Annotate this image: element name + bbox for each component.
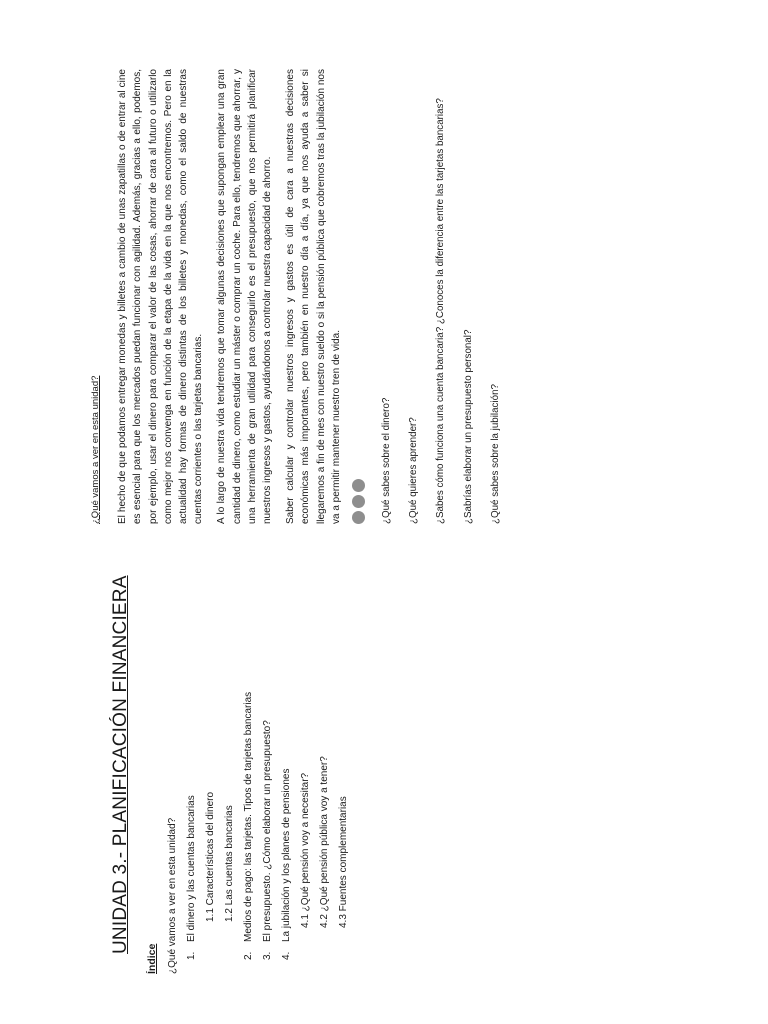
index-item-text: La jubilación y los planes de pensiones — [281, 768, 292, 942]
index-item-number: 1. — [186, 951, 197, 960]
index-item-text: El presupuesto. ¿Cómo elaborar un presupuesto? — [262, 720, 273, 942]
dot-icon — [352, 511, 365, 524]
index-item-text: 4.1 ¿Qué pensión voy a necesitar? — [300, 772, 311, 928]
question: ¿Qué sabes sobre la jubilación? — [489, 384, 501, 524]
question: ¿Qué sabes sobre el dinero? — [381, 397, 393, 524]
index-item-4-3 — [334, 554, 353, 974]
question: ¿Qué quieres aprender? — [408, 417, 420, 524]
unit-title: UNIDAD 3.- PLANIFICACIÓN FINANCIERA — [110, 575, 131, 954]
index-item-4-2 — [315, 554, 334, 974]
index-list — [163, 554, 353, 974]
index-item-number: 3. — [262, 951, 273, 960]
index-item-4-1 — [296, 554, 315, 974]
decorative-dots — [352, 69, 365, 524]
question: ¿Sabrías elaborar un presupuesto personal? — [462, 329, 474, 524]
question: ¿Sabes cómo funciona una cuenta bancaria? ¿Conoces la diferencia entre las tarjetas bancarias? — [435, 98, 447, 524]
index-item-1 — [182, 554, 201, 974]
index-item-4 — [277, 554, 296, 974]
dot-icon — [352, 495, 365, 508]
paragraph: Saber calcular y controlar nuestros ingresos y gastos es útil de cara a nuestras decisiones económicas más importantes, pero también en nuestro día a día, ya que nos ayuda a saber si llegaremos a fin de mes con nuestro sueldo o si la pensión pública que cobremos tras la jubilación nos va a permitir mantener nuestro tren de vida. — [285, 69, 342, 524]
content-column — [88, 69, 515, 524]
index-item-text: 4.3 Fuentes complementarias — [338, 796, 349, 928]
index-item-text: El dinero y las cuentas bancarias — [186, 795, 197, 942]
dot-icon — [352, 479, 365, 492]
index-item-intro — [163, 554, 182, 974]
paragraph: A lo largo de nuestra vida tendremos que tomar algunas decisiones que supongan emplear una gran cantidad de dinero, como estudiar un máster o comprar un coche. Para ello, tendremos que ahorrar, y una herramienta de gran utilidad para conseguirlo es el presupuesto, que nos permitirá planificar nuestros ingresos y gastos, ayudándonos a controlar nuestra capacidad de ahorro. — [216, 69, 274, 524]
index-item-text: 4.2 ¿Qué pensión pública voy a tener? — [319, 756, 330, 928]
index-item-text: 1.2 Las cuentas bancarias — [224, 805, 235, 922]
index-item-text: Medios de pago: las tarjetas. Tipos de tarjetas bancarias — [243, 691, 254, 942]
index-item-text: ¿Qué vamos a ver en esta unidad? — [167, 817, 178, 974]
index-column — [110, 554, 353, 974]
index-item-1-2 — [220, 554, 239, 974]
index-item-text: 1.1 Características del dinero — [205, 791, 216, 922]
index-item-2 — [239, 554, 258, 974]
index-item-number: 2. — [243, 951, 254, 960]
index-item-3 — [258, 554, 277, 974]
index-item-number: 4. — [281, 951, 292, 960]
index-item-1-1 — [201, 554, 220, 974]
paragraph: El hecho de que podamos entregar monedas y billetes a cambio de unas zapatillas o de entrar al cine es esencial para que los mercados puedan funcionar con agilidad. Además, gracias a ello, podemos, por ejemplo, usar el dinero para comparar el valor de las cosas, ahorrar de cara al futuro o utilizarlo como mejor nos convenga en función de la etapa de la vida en la que nos encontremos. Pero en la actualidad hay formas de dinero distintas de los billetes y monedas, como el saldo de nuestras cuentas corrientes o las tarjetas bancarias. — [117, 69, 205, 524]
section-heading: ¿Qué vamos a ver en esta unidad? — [90, 375, 101, 524]
index-heading: Índice — [146, 943, 158, 974]
